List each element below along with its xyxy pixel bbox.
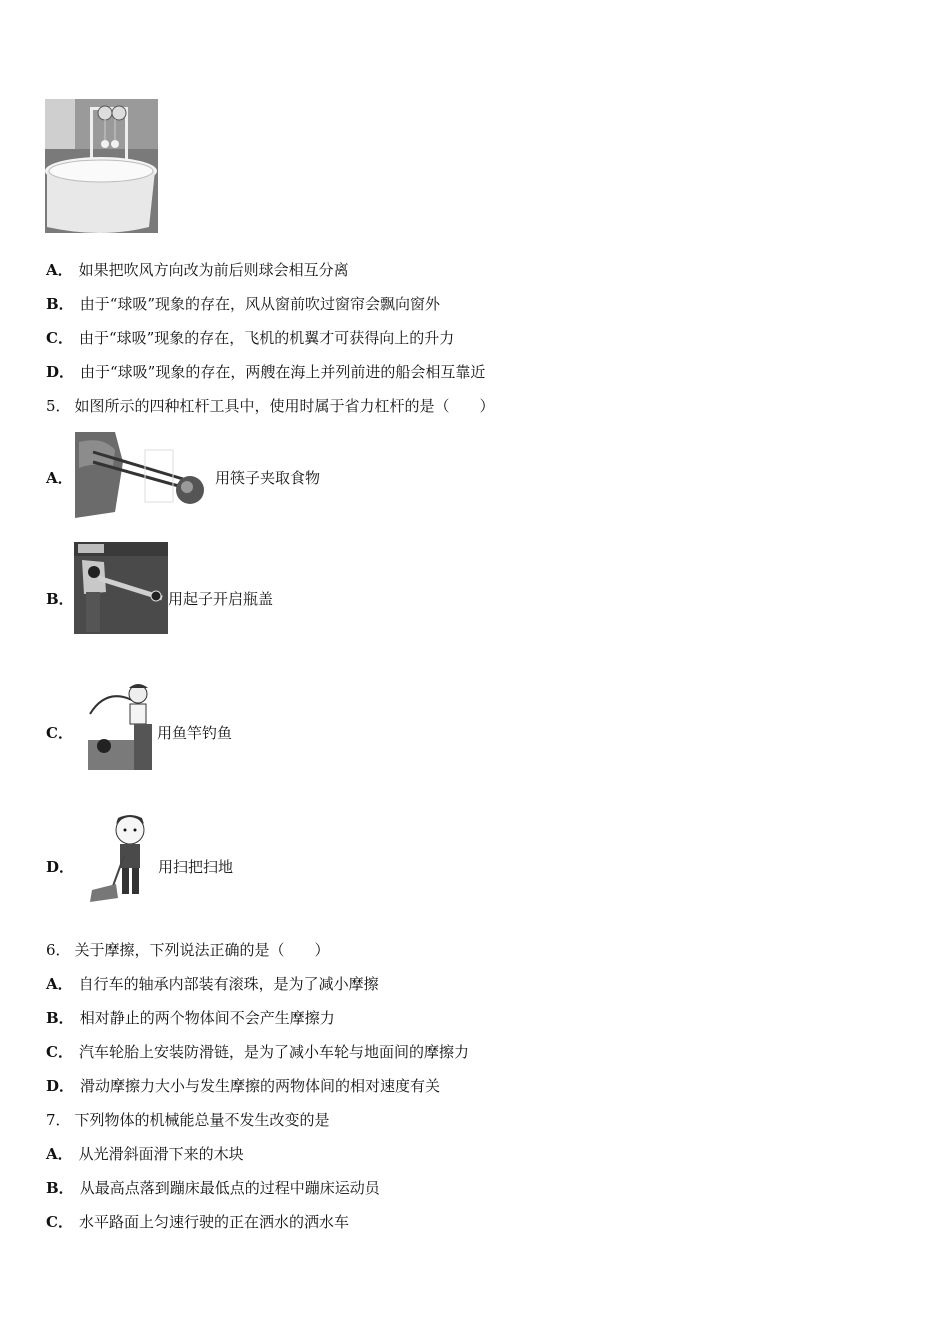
option-text: 由于“球吸”现象的存在，两艘在海上并列前进的船会相互靠近 [80,363,486,381]
q5-option-b-caption: 用起子开启瓶盖 [168,590,274,608]
broom-sweeping-photo [88,812,156,904]
q5-option-a-label: A． [46,469,73,487]
q5-stem [46,396,495,416]
q6-stem [46,940,330,960]
q7-option-b [46,1178,380,1198]
option-label: A． [46,1145,73,1163]
q6-option-b [46,1008,335,1028]
q4-option-a [46,260,349,280]
q7-option-a [46,1144,244,1164]
q5-option-b-label: B． [46,590,74,608]
chopsticks-photo [75,432,213,518]
option-text: 如果把吹风方向改为前后则球会相互分离 [78,261,349,279]
option-text: 由于“球吸”现象的存在，风从窗前吹过窗帘会飘向窗外 [79,295,441,313]
question-text: 关于摩擦，下列说法正确的是（ ） [74,941,330,959]
q4-option-d [46,362,485,382]
option-text: 相对静止的两个物体间不会产生摩擦力 [79,1009,335,1027]
option-label: B． [46,1179,74,1197]
q7-stem [46,1110,330,1130]
fishing-rod-photo [86,680,156,770]
option-text: 自行车的轴承内部装有滚珠，是为了减小摩擦 [78,975,379,993]
q5-option-d-caption: 用扫把扫地 [158,858,234,876]
q4-option-c [46,328,454,348]
option-label: A． [46,261,73,279]
bottle-opener-photo [74,542,168,634]
question-text: 下列物体的机械能总量不发生改变的是 [74,1111,330,1129]
q6-option-c [46,1042,469,1062]
q7-option-c [46,1212,349,1232]
option-label: D． [46,1077,75,1095]
option-label: C． [46,329,73,347]
question-number: 7． [46,1111,71,1129]
q5-option-a-caption: 用筷子夹取食物 [215,469,321,487]
ball-suction-photo [45,99,158,233]
q6-option-d [46,1076,440,1096]
option-text: 从最高点落到蹦床最低点的过程中蹦床运动员 [79,1179,380,1197]
question-number: 6． [46,941,71,959]
option-text: 滑动摩擦力大小与发生摩擦的两物体间的相对速度有关 [80,1077,441,1095]
option-label: A． [46,975,73,993]
option-label: B． [46,295,74,313]
question-number: 5． [46,397,71,415]
option-text: 水平路面上匀速行驶的正在洒水的洒水车 [78,1213,349,1231]
option-label: D． [46,363,75,381]
q5-option-c-label: C． [46,724,73,742]
option-label: B． [46,1009,74,1027]
option-text: 由于“球吸”现象的存在，飞机的机翼才可获得向上的升力 [78,329,455,347]
question-text: 如图所示的四种杠杆工具中，使用时属于省力杠杆的是（ ） [74,397,495,415]
q5-option-c-caption: 用鱼竿钓鱼 [157,724,233,742]
option-text: 从光滑斜面滑下来的木块 [78,1145,244,1163]
q4-option-b [46,294,440,314]
option-label: C． [46,1043,73,1061]
q5-option-d-label: D． [46,858,75,876]
option-label: C． [46,1213,73,1231]
q6-option-a [46,974,379,994]
option-text: 汽车轮胎上安装防滑链，是为了减小车轮与地面间的摩擦力 [78,1043,469,1061]
